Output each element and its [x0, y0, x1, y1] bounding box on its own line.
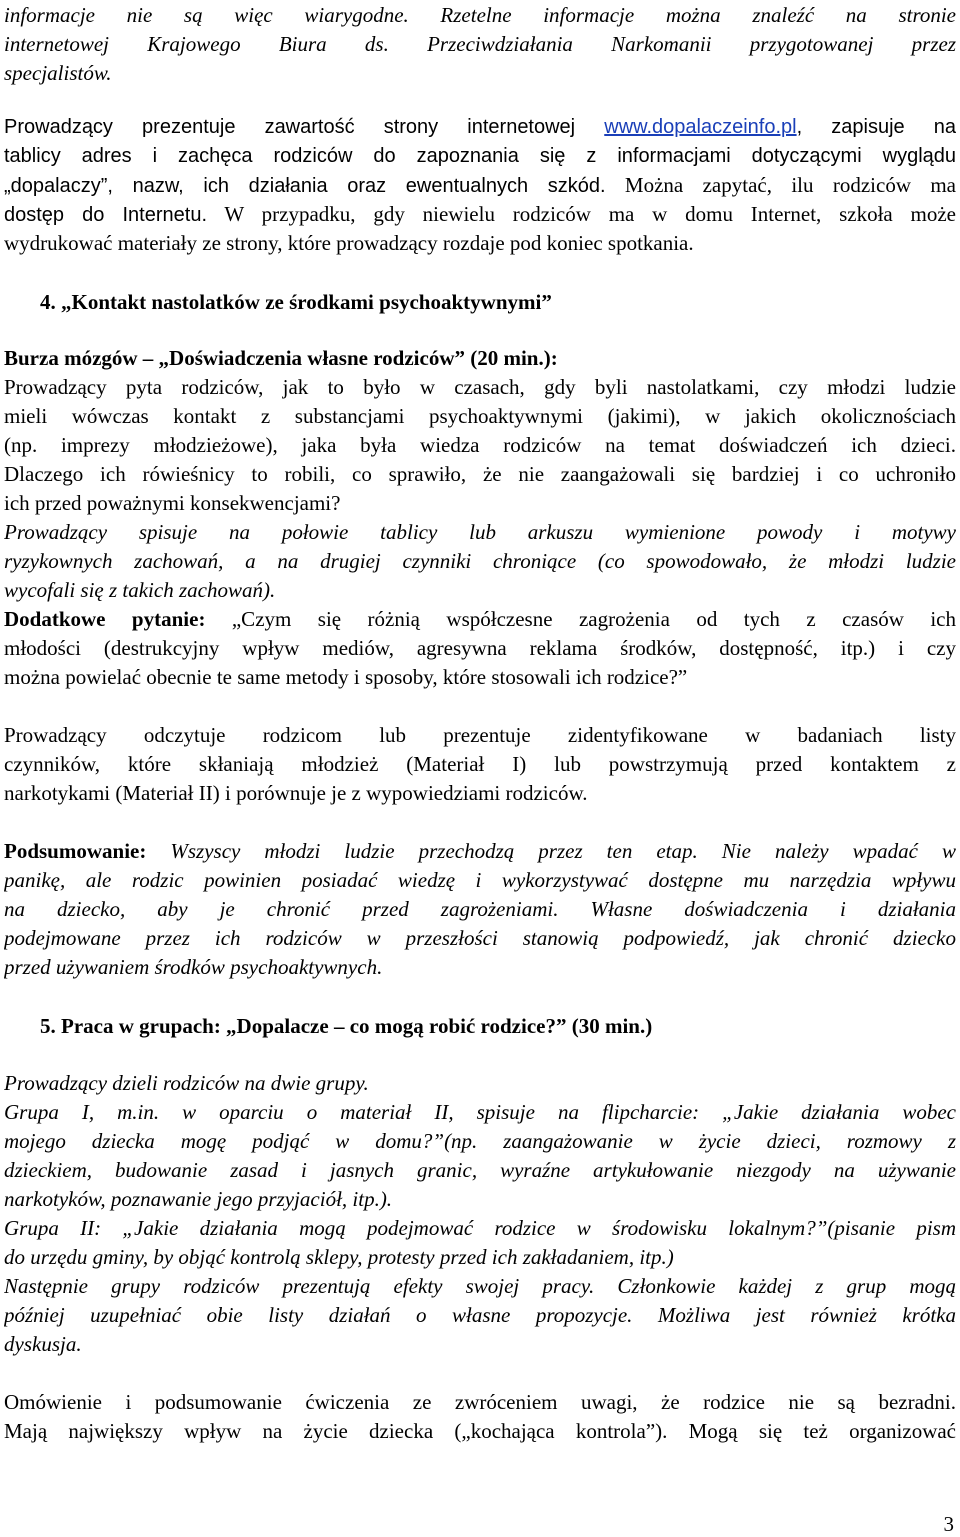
- extra-question-label: Dodatkowe pytanie:: [4, 607, 206, 631]
- brainstorm-italic-3: wycofali się z takich zachowań).: [4, 578, 276, 602]
- extra-question-line-1: [4, 604, 956, 634]
- brainstorm-line-2: mieli wówczas kontakt z substancjami psychoaktywnymi (jakimi), w jakich okolicznościach: [4, 404, 956, 428]
- brainstorm-line-5: ich przed poważnymi konsekwencjami?: [4, 491, 341, 515]
- extra-question-line-3: można powielać obecnie te same metody i sposoby, które stosowali ich rodzice?”: [4, 665, 688, 689]
- summary-line-2: panikę, ale rodzic powinien posiadać wiedzę i wykorzystywać dostępne mu narzędzia wpływu: [4, 868, 956, 892]
- website-line-3-sans: „dopalaczy”, nazw, ich działania oraz ewentualnych szkód.: [4, 175, 606, 197]
- section-5-heading: 5. Praca w grupach: „Dopalacze – co mogą robić rodzice?” (30 min.): [40, 1014, 653, 1038]
- page-number: 3: [943, 1512, 954, 1536]
- groups-line-10: dyskusja.: [4, 1332, 82, 1356]
- section-4-heading: 4. „Kontakt nastolatków ze środkami psychoaktywnymi”: [40, 290, 552, 314]
- brainstorm-italic-1: Prowadzący spisuje na połowie tablicy lub arkuszu wymienione powody i motywy: [4, 520, 956, 544]
- extra-question-line-2: młodości (destrukcyjny wpływ mediów, agresywna reklama środków, dostępność, itp.) i czy: [4, 636, 956, 660]
- website-line-1: [4, 112, 956, 142]
- website-text-pre: Prowadzący prezentuje zawartość strony internetowej: [4, 116, 605, 138]
- groups-line-4: dzieckiem, budowanie zasad i jasnych granic, wyraźne artykułowanie niezgody na używanie: [4, 1158, 956, 1182]
- website-link[interactable]: www.dopalaczeinfo.pl: [604, 116, 797, 138]
- website-line-4: [4, 199, 956, 229]
- groups-line-5: narkotyków, poznawanie jego przyjaciół, itp.).: [4, 1187, 393, 1211]
- groups-line-7: do urzędu gminy, by objąć kontrolą sklepy, protesty przed ich zakładaniem, itp.): [4, 1245, 674, 1269]
- website-line-2: tablicy adres i zachęca rodziców do zapoznania się z informacjami dotyczącymi wyglądu: [4, 145, 956, 167]
- intro-line-3: specjalistów.: [4, 61, 112, 85]
- summary-line-1: [4, 836, 956, 866]
- materials-line-1: Prowadzący odczytuje rodzicom lub prezentuje zidentyfikowane w badaniach listy: [4, 723, 956, 747]
- groups-line-8: Następnie grupy rodziców prezentują efekty swojej pracy. Członkowie każdej z grup mogą: [4, 1274, 956, 1298]
- brainstorm-heading: Burza mózgów – „Doświadczenia własne rodziców” (20 min.):: [4, 346, 558, 370]
- closing-line-2: Mają największy wpływ na życie dziecka („kochająca kontrola”). Mogą się też organizować: [4, 1419, 956, 1443]
- summary-line-3: na dziecko, aby je chronić przed zagrożeniami. Własne doświadczenia i działania: [4, 897, 956, 921]
- website-line-5: wydrukować materiały ze strony, które prowadzący rozdaje pod koniec spotkania.: [4, 231, 694, 255]
- brainstorm-italic-2: ryzykownych zachowań, a na drugiej czynniki chroniące (co spowodowało, że młodzi ludzie: [4, 549, 956, 573]
- summary-text: Wszyscy młodzi ludzie przechodzą przez ten etap. Nie należy wpadać w: [146, 839, 956, 863]
- closing-line-1: Omówienie i podsumowanie ćwiczenia ze zwróceniem uwagi, że rodzice nie są bezradni.: [4, 1390, 956, 1414]
- groups-line-6: Grupa II: „Jakie działania mogą podejmować rodzice w środowisku lokalnym?”(pisanie pism: [4, 1216, 956, 1240]
- website-line-3-serif: Można zapytać, ilu rodziców ma: [605, 173, 956, 197]
- groups-line-3: mojego dziecka mogę podjąć w domu?”(np. zaangażowanie w życie dzieci, rozmowy z: [4, 1129, 956, 1153]
- groups-line-2: Grupa I, m.in. w oparciu o materiał II, spisuje na flipcharcie: „Jakie działania wobec: [4, 1100, 956, 1124]
- summary-line-5: przed używaniem środków psychoaktywnych.: [4, 955, 383, 979]
- brainstorm-line-1: Prowadzący pyta rodziców, jak to było w czasach, gdy byli nastolatkami, czy młodzi ludzie: [4, 375, 956, 399]
- summary-line-4: podejmowane przez ich rodziców w przeszłości stanowią podpowiedź, jak chronić dziecko: [4, 926, 956, 950]
- groups-line-9: później uzupełniać obie listy działań o własne propozycje. Możliwa jest również krótka: [4, 1303, 956, 1327]
- groups-line-1: Prowadzący dzieli rodziców na dwie grupy.: [4, 1071, 369, 1095]
- intro-line-1: informacje nie są więc wiarygodne. Rzetelne informacje można znaleźć na stronie: [4, 3, 956, 27]
- extra-question-text: „Czym się różnią współczesne zagrożenia od tych z czasów ich: [205, 607, 956, 631]
- website-line-4-serif: W przypadku, gdy niewielu rodziców ma w domu Internet, szkoła może: [207, 202, 956, 226]
- summary-label: Podsumowanie:: [4, 839, 147, 863]
- website-line-3: [4, 170, 956, 200]
- brainstorm-line-4: Dlaczego ich rówieśnicy to robili, co sprawiło, że nie zaangażowali się bardziej i co uchroniło: [4, 462, 956, 486]
- website-line-4-sans: dostęp do Internetu.: [4, 204, 208, 226]
- materials-line-3: narkotykami (Materiał II) i porównuje je z wypowiedziami rodziców.: [4, 781, 588, 805]
- intro-line-2: internetowej Krajowego Biura ds. Przeciwdziałania Narkomanii przygotowanej przez: [4, 32, 956, 56]
- materials-line-2: czynników, które skłaniają młodzież (Materiał I) lub powstrzymują przed kontaktem z: [4, 752, 956, 776]
- website-text-post: , zapisuje na: [796, 116, 956, 138]
- brainstorm-line-3: (np. imprezy młodzieżowe), jaka była wiedza rodziców na temat doświadczeń ich dzieci.: [4, 433, 956, 457]
